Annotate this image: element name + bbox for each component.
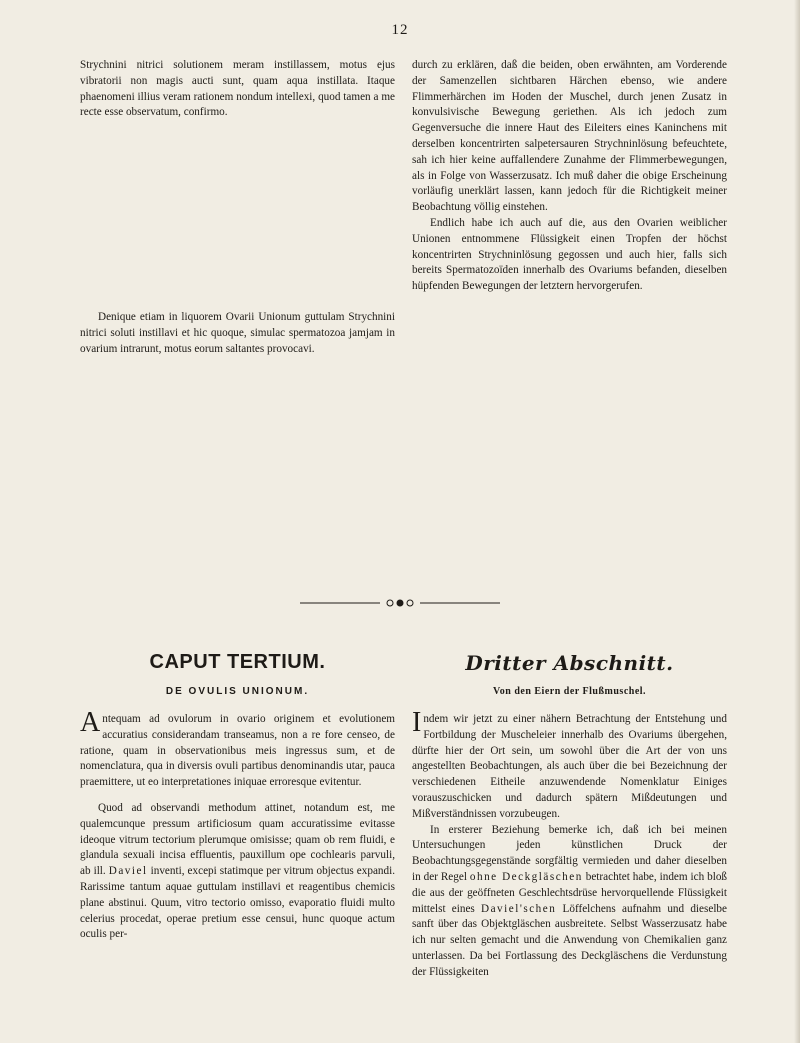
latin-body-paragraph-1	[80, 707, 395, 791]
latin-body-text-2b: inventi, excepi statimque per vitrum objectus expandi. Rarissime tantum aquae guttulam instillavi et reagentibus chemicis plane abstinui. Quum, vitro tectorio omisso, evaporatio fluidi multo celerius procedat, operae pretium esse censui, hunc quoque actum oculis per-	[80, 865, 396, 941]
german-daviel: Daviel'schen	[481, 902, 557, 915]
german-body-text-2a: In ersterer Beziehung bemerke ich, daß ich bei meinen Untersuchungen jeden künstlichen Druck der Beobachtungsgegenstände sorgfältig vermieden und daher dieselben in der Regel	[412, 823, 727, 883]
german-body-paragraph-2	[412, 823, 727, 981]
german-ohne: ohne Deckgläschen	[469, 870, 583, 883]
latin-paragraph-2: Denique etiam in liquorem Ovarii Unionum guttulam Strychnini nitrici soluti instillavi et hic quoque, simulac spermatozoa jamjam in ovarium intrarunt, motus eorum saltantes provocavi.	[80, 311, 395, 355]
latin-daviel: Daviel	[108, 865, 148, 878]
german-body-paragraph-1	[412, 707, 727, 823]
section-subtitle-latin: DE OVULIS UNIONUM.	[165, 686, 310, 697]
ornament-divider	[300, 599, 500, 607]
latin-body-paragraph-2	[80, 801, 395, 943]
german-paragraph-1: durch zu erklären, daß die beiden, oben erwähnten, am Vorderende der Samenzellen sichtbaren Härchen ebenso, wie andere Flimmerhärchen im Hoden der Muschel, durch jenen Zusatz in konvulsivische Bewegung geriethen. Als ich jedoch zum Gegenversuche die innere Haut des Eileiters eines Kaninchens mit derselben koncentrirten salpetersauren Strychninlösung befeuchtete, sah ich hier keine auffallendere Zunahme der Flimmerbewegungen, als in Folge von Wasserzusatz. Ich muß daher die obige Erscheinung vorläufig unerklärt lassen, kann jedoch für die Richtigkeit meiner Beobachtung völlig einstehen.	[412, 59, 727, 214]
latin-body-text-2a: Quod ad observandi methodum attinet, notandum est, me qualemcunque pressum artificiosum quam accuratissime evitasse ideoque vitrum tectorium plerumque omisisse; quam ob rem fluidi, e glandula sexuali incisa effluentis, pauxillum ope cochlearis parvuli, ab ill.	[80, 801, 395, 878]
german-body-text-1: ndem wir jetzt zu einer nähern Betrachtung der Entstehung und Fortbildung der Muscheleier innerhalb des Ovariums übergehen, dürfte hier der Ort sein, um sowohl über die Art der von uns angestellten Beobachtungen, als auch über die bei Bezeichnung der verschiedenen Eitheile anzuwendende Nomenklatur Einiges vorauszuschicken und dadurch spätern Mißdeutungen und Mißverständnissen vorzubeugen.	[412, 713, 727, 820]
latin-paragraph-1: Strychnini nitrici solutionem meram instillassem, motus ejus vibratorii non magis aucti sunt, quam aqua instillata. Itaque phaenomeni illius veram rationem nondum intellexi, quod tamen a me recte esse observatum, confirmo.	[80, 59, 395, 119]
page-number: 12	[391, 22, 409, 38]
chapter-title-latin: CAPUT TERTIUM.	[149, 651, 326, 673]
page-edge	[794, 0, 800, 1043]
latin-column-bottom	[80, 707, 396, 943]
latin-body-text-1: ntequam ad ovulorum in ovario originem et evolutionem accuratius considerandam transeamus, non a re fore censeo, de ratione, quam in observationibus meis ingressus sum, et de nomenclatura, qua in diversis ovuli partibus denominandis utar, pauca praemittere, ut eo interpretationes iniquae erroresque evitentur.	[80, 713, 395, 789]
chapter-title-german: Dritter Abschnitt.	[465, 651, 674, 675]
german-column-top	[412, 58, 727, 295]
german-column-bottom	[412, 707, 728, 981]
german-body-text-2c: Löffelchens aufnahm und dieselbe sanft über das Objektgläschen ausbreitete. Selbst Wasserzusatz habe ich nur selten gemacht und die Anwendung von Chemikalien ganz unterlassen. Da bei Fortlassung des Deckgläschens die Verdunstung der Flüssigkeiten	[412, 902, 727, 978]
section-subtitle-german: Von den Eiern der Flußmuschel.	[492, 686, 647, 697]
latin-column-top-2	[80, 310, 395, 357]
latin-dropcap: A	[80, 707, 101, 738]
german-body-text-2b: betrachtet habe, indem ich bloß die aus der geöffneten Geschlechtsdrüse hervorquellende Flüssigkeit mittelst eines	[412, 870, 728, 915]
german-paragraph-2: Endlich habe ich auch auf die, aus den Ovarien weiblicher Unionen entnommene Flüssigkeit einen Tropfen der höchst koncentrirten Strychninlösung gegossen und auch hier, falls sich bereits Spermatozoïden innerhalb des Ovariums befanden, dieselben hüpfenden Bewegungen der letztern hervorgerufen.	[412, 216, 727, 293]
latin-column-top	[80, 58, 395, 121]
german-dropcap: I	[412, 707, 422, 738]
